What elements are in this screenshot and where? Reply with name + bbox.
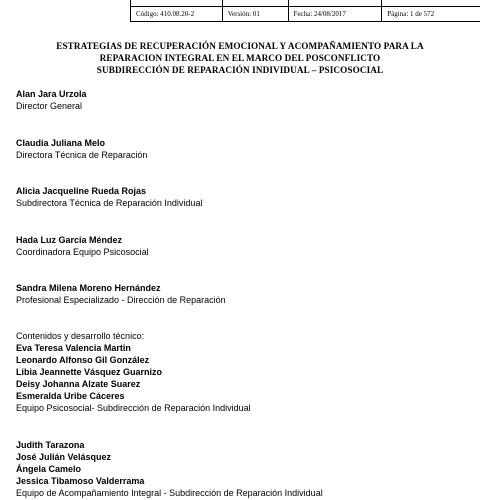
contributor-name: Libia Jeannette Vásquez Guarnizo <box>16 367 163 377</box>
accompaniment-block <box>16 439 323 499</box>
document-control-header <box>130 0 480 22</box>
team-label: Equipo de Acompañamiento Integral - Subdirección de Reparación Individual <box>16 488 323 498</box>
person-name: Alicia Jacqueline Rueda Rojas <box>16 186 147 196</box>
person-name: Sandra Milena Moreno Hernández <box>16 283 161 293</box>
document-title-line-1: ESTRATEGIAS DE RECUPERACIÓN EMOCIONAL Y ACOMPAÑAMIENTO PARA LA <box>56 41 424 51</box>
person-role: Coordinadora Equipo Psicosocial <box>16 247 149 257</box>
person-role: Director General <box>16 101 83 111</box>
page-cell: Página: 1 de 572 <box>387 10 435 18</box>
credit-block <box>16 137 147 161</box>
contributor-name: Ángela Camelo <box>16 464 82 474</box>
credit-block <box>16 185 202 209</box>
person-role: Profesional Especializado - Dirección de Reparación <box>16 295 226 305</box>
contributor-name: Judith Tarazona <box>16 440 85 450</box>
contributor-name: Eva Teresa Valencia Martin <box>16 343 131 353</box>
team-label: Equipo Psicosocial- Subdirección de Reparación Individual <box>16 403 251 413</box>
contributor-name: Jessica Tibamoso Valderrama <box>16 476 145 486</box>
document-subtitle: SUBDIRECCIÓN DE REPARACIÓN INDIVIDUAL – PSICOSOCIAL <box>96 65 384 75</box>
contributor-name: José Julián Velásquez <box>16 452 112 462</box>
contents-intro: Contenidos y desarrollo técnico: <box>16 331 145 341</box>
contents-block <box>16 330 251 414</box>
person-role: Subdirectora Técnica de Reparación Individual <box>16 198 203 208</box>
person-name: Alan Jara Urzola <box>16 89 87 99</box>
credit-block <box>16 88 87 112</box>
person-role: Directora Técnica de Reparación <box>16 150 148 160</box>
contributor-name: Leonardo Alfonso Gil González <box>16 355 150 365</box>
date-cell: Fecha: 24/08/2017 <box>289 0 383 21</box>
version-cell: Versión: 01 <box>223 0 289 21</box>
contributor-name: Esmeralda Uribe Cáceres <box>16 391 125 401</box>
person-name: Hada Luz García Méndez <box>16 235 123 245</box>
person-name: Claudia Juliana Melo <box>16 138 106 148</box>
credit-block <box>16 282 226 306</box>
document-title-line-2: REPARACION INTEGRAL EN EL MARCO DEL POSCONFLICTO <box>99 53 381 63</box>
credit-block <box>16 234 149 258</box>
code-cell: Código: 410.08.20-2 <box>131 0 223 21</box>
contributor-name: Deisy Johanna Alzate Suarez <box>16 379 141 389</box>
